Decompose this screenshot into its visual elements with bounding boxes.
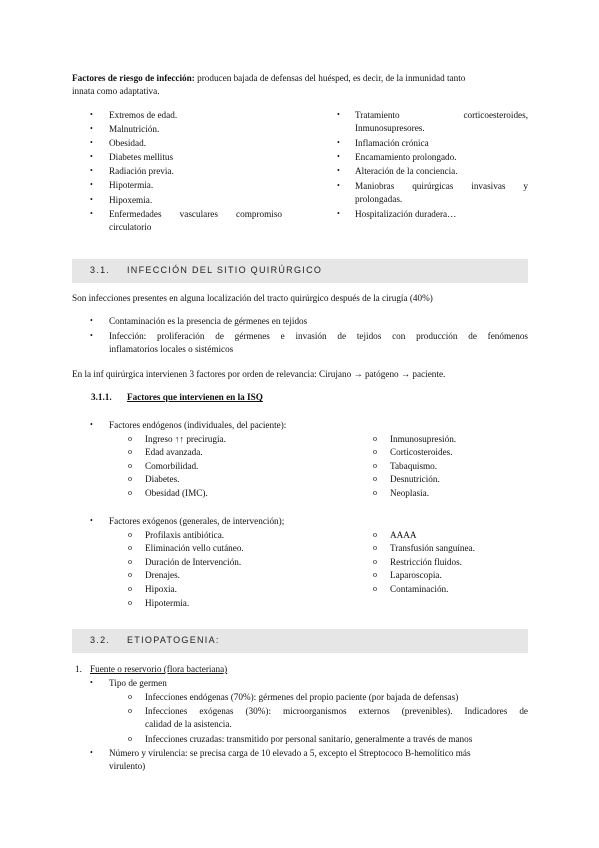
bullet-icon: •: [90, 138, 93, 147]
circle-bullet-icon: o: [373, 557, 377, 566]
circle-bullet-icon: o: [373, 530, 377, 539]
bullet-icon: •: [337, 110, 340, 119]
exogenous-infection-continued: calidad de la asistencia.: [145, 719, 232, 729]
exogenous-item: Profilaxis antibiótica.: [145, 530, 225, 540]
exogenous-heading: Factores exógenos (generales, de intervención);: [109, 516, 285, 526]
endogenous-item: Desnutrición.: [390, 474, 440, 484]
exogenous-item: Hipoxia.: [145, 584, 177, 594]
list-number: 1.: [75, 664, 82, 674]
contamination-item: Contaminación es la presencia de gérmenes en tejidos: [109, 316, 308, 326]
endogenous-item: Edad avanzada.: [145, 447, 203, 457]
risk-item-continued: Inmunosupresores.: [355, 123, 425, 133]
endogenous-item: Obesidad (IMC).: [145, 488, 208, 498]
risk-item: Inflamación crónica: [355, 138, 429, 148]
exogenous-item: Laparoscopia.: [390, 570, 442, 580]
bullet-icon: •: [90, 420, 93, 429]
circle-bullet-icon: o: [373, 474, 377, 483]
risk-item: Encamamiento prolongado.: [355, 152, 457, 162]
risk-item: Enfermedades vasculares compromiso: [109, 209, 282, 219]
bullet-icon: •: [337, 166, 340, 175]
bullet-icon: •: [90, 124, 93, 133]
circle-bullet-icon: o: [373, 447, 377, 456]
isq-factors-line: En la inf quirúrgica intervienen 3 factores por orden de relevancia: Cirujano → patógeno → paciente.: [72, 369, 446, 379]
endogenous-item: Ingreso ↑↑ precirugía.: [145, 434, 226, 444]
exogenous-item: Contaminación.: [390, 584, 449, 594]
bullet-icon: •: [90, 516, 93, 525]
exogenous-item: Restricción fluidos.: [390, 557, 462, 567]
endogenous-item: Tabaquismo.: [390, 461, 438, 471]
circle-bullet-icon: o: [128, 530, 132, 539]
section-title: ETIOPATOGENIA:: [127, 635, 220, 645]
circle-bullet-icon: o: [373, 461, 377, 470]
virulence-item: Número y virulencia: se precisa carga de 10 elevado a 5, excepto el Streptococo B-hemolítico más: [109, 748, 471, 758]
infection-item-continued: inflamatorios locales o sistémicos: [109, 344, 234, 354]
circle-bullet-icon: o: [128, 570, 132, 579]
subsection-title: Factores que intervienen en la ISQ: [127, 392, 263, 402]
intro-lead: Factores de riesgo de infección:: [72, 73, 195, 83]
bullet-icon: •: [90, 152, 93, 161]
cross-infection-item: Infecciones cruzadas: transmitido por personal sanitario, generalmente a través de manos: [145, 734, 473, 744]
circle-bullet-icon: o: [373, 434, 377, 443]
risk-item: Extremos de edad.: [109, 110, 178, 120]
risk-item: Alteración de la conciencia.: [355, 166, 458, 176]
exogenous-item: Duración de Intervención.: [145, 557, 242, 567]
circle-bullet-icon: o: [128, 543, 132, 552]
intro-rest: producen bajada de defensas del huésped, es decir, de la inmunidad tanto: [194, 73, 466, 83]
exogenous-item: Transfusión sanguínea.: [390, 543, 475, 553]
virulence-item-continued: virulento): [109, 761, 146, 771]
risk-item: Tratamiento corticoesteroides,: [355, 110, 528, 120]
endogenous-infection-item: Infecciones endógenas (70%): gérmenes del propio paciente (por bajada de defensas): [145, 692, 459, 702]
exogenous-infection-item: Infecciones exógenas (30%): microorganismos externos (prevenibles). Indicadores de: [145, 706, 528, 716]
exogenous-item: Hipotermia.: [145, 598, 190, 608]
endogenous-item: Diabetes.: [145, 474, 180, 484]
bullet-icon: •: [90, 180, 93, 189]
circle-bullet-icon: o: [128, 474, 132, 483]
risk-item-continued: prolongadas.: [355, 194, 403, 204]
section-heading-3-1: [72, 259, 528, 283]
germ-type-heading: Tipo de germen: [109, 678, 167, 688]
circle-bullet-icon: o: [128, 734, 132, 743]
intro-line-2: innata como adaptativa.: [72, 86, 160, 96]
circle-bullet-icon: o: [128, 692, 132, 701]
infection-item: Infección: proliferación de gérmenes e invasión de tejidos con producción de fenómenos: [109, 331, 528, 341]
endogenous-item: Inmunosupresión.: [390, 434, 457, 444]
bullet-icon: •: [90, 678, 93, 687]
exogenous-item: Eliminación vello cutáneo.: [145, 543, 244, 553]
section-number: 3.2.: [90, 635, 111, 645]
bullet-icon: •: [337, 209, 340, 218]
risk-item: Diabetes mellitus: [109, 152, 174, 162]
endogenous-item: Comorbilidad.: [145, 461, 199, 471]
risk-item: Radiación previa.: [109, 166, 174, 176]
circle-bullet-icon: o: [128, 598, 132, 607]
endogenous-item: Neoplasia.: [390, 488, 430, 498]
risk-item-continued: circulatorio: [109, 222, 152, 232]
bullet-icon: •: [90, 331, 93, 340]
exogenous-item: AAAA: [390, 530, 417, 540]
bullet-icon: •: [90, 166, 93, 175]
bullet-icon: •: [90, 316, 93, 325]
bullet-icon: •: [337, 138, 340, 147]
circle-bullet-icon: o: [373, 584, 377, 593]
intro-line-1: [72, 72, 465, 85]
circle-bullet-icon: o: [373, 543, 377, 552]
risk-item: Hipoxemia.: [109, 195, 153, 205]
risk-item: Obesidad.: [109, 138, 146, 148]
circle-bullet-icon: o: [128, 447, 132, 456]
risk-item: Hipotermia.: [109, 180, 154, 190]
section-title: INFECCIÓN DEL SITIO QUIRÚRGICO: [127, 265, 323, 275]
bullet-icon: •: [337, 152, 340, 161]
source-heading: Fuente o reservorio (flora bacteriana): [90, 664, 228, 674]
endogenous-item: Corticosteroides.: [390, 447, 453, 457]
endogenous-heading: Factores endógenos (individuales, del paciente):: [109, 420, 287, 430]
circle-bullet-icon: o: [128, 461, 132, 470]
circle-bullet-icon: o: [128, 557, 132, 566]
exogenous-item: Drenajes.: [145, 570, 180, 580]
circle-bullet-icon: o: [373, 570, 377, 579]
circle-bullet-icon: o: [128, 706, 132, 715]
bullet-icon: •: [90, 195, 93, 204]
risk-item: Maniobras quirúrgicas invasivas y: [355, 181, 528, 191]
risk-item: Malnutrición.: [109, 124, 160, 134]
circle-bullet-icon: o: [128, 488, 132, 497]
risk-item: Hospitalización duradera…: [355, 209, 457, 219]
bullet-icon: •: [90, 748, 93, 757]
circle-bullet-icon: o: [128, 584, 132, 593]
circle-bullet-icon: o: [128, 434, 132, 443]
section-number: 3.1.: [90, 265, 111, 275]
isq-definition: Son infecciones presentes en alguna localización del tracto quirúrgico después de la cirugía (40%): [72, 293, 433, 303]
bullet-icon: •: [90, 209, 93, 218]
section-heading-3-2: [72, 629, 528, 653]
bullet-icon: •: [337, 181, 340, 190]
bullet-icon: •: [90, 110, 93, 119]
circle-bullet-icon: o: [373, 488, 377, 497]
subsection-number: 3.1.1.: [91, 392, 112, 402]
